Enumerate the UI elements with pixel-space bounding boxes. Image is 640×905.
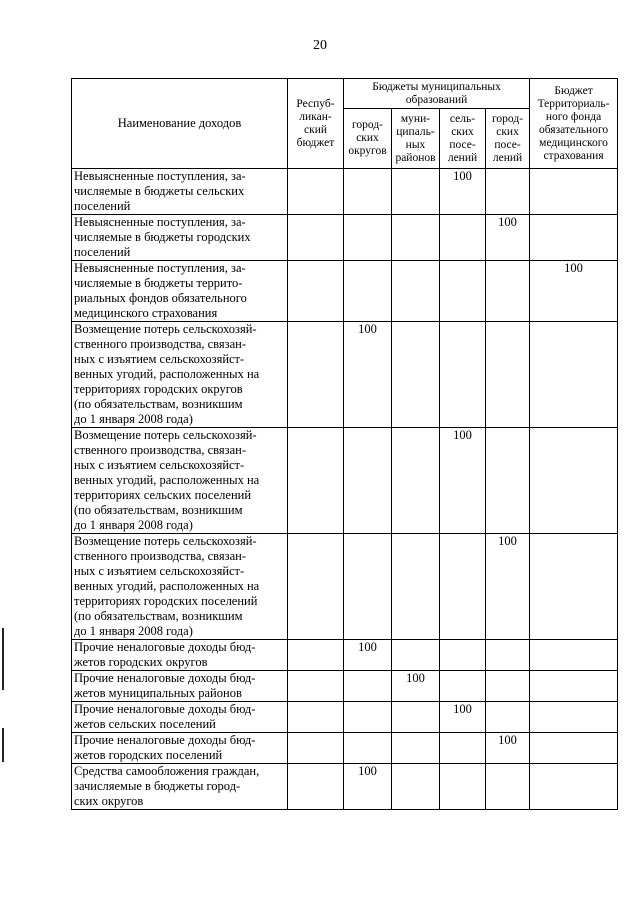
income-name-line: Невыясненные поступления, за- (74, 215, 246, 229)
percent-value: 100 (498, 215, 517, 229)
city-districts-cell (344, 534, 392, 640)
municipal-districts-cell (392, 261, 440, 322)
territorial-fund-cell (530, 733, 618, 764)
income-name-line: жетов городских округов (74, 655, 208, 669)
income-name-line: поселений (74, 199, 131, 213)
header-line: лений (447, 151, 478, 164)
header-line: ских (496, 125, 519, 138)
header-republic-budget (288, 79, 344, 169)
urban-settlements-cell (486, 702, 530, 733)
city-districts-cell (344, 261, 392, 322)
city-districts-cell (344, 640, 392, 671)
urban-settlements-cell (486, 322, 530, 428)
income-name-line: Невыясненные поступления, за- (74, 261, 246, 275)
municipal-districts-cell (392, 534, 440, 640)
header-line: посе- (449, 138, 476, 151)
urban-settlements-cell (486, 640, 530, 671)
income-name-cell (72, 534, 288, 640)
income-name-line: числяемые в бюджеты сельских (74, 184, 245, 198)
header-line: медицинского (539, 136, 608, 149)
header-line: районов (395, 151, 436, 164)
income-name-line: (по обязательствам, возникшим (74, 397, 243, 411)
header-line: ских (356, 132, 379, 144)
income-name-line: Возмещение потерь сельскохозяй- (74, 322, 257, 336)
territorial-fund-cell (530, 215, 618, 261)
urban-settlements-cell (486, 261, 530, 322)
percent-value: 100 (498, 534, 517, 548)
percent-value: 100 (453, 169, 472, 183)
header-line: обязательного (538, 123, 609, 136)
header-line: страхования (543, 149, 604, 162)
republic-budget-cell (288, 534, 344, 640)
city-districts-cell (344, 702, 392, 733)
territorial-fund-cell (530, 169, 618, 215)
header-line: посе- (494, 138, 521, 151)
income-name-line: территориях городских поселений (74, 594, 258, 608)
header-line: ципаль- (396, 125, 435, 138)
income-name-cell (72, 764, 288, 810)
municipal-districts-cell (392, 640, 440, 671)
header-income-name: Наименование доходов (72, 79, 288, 169)
income-name-cell (72, 261, 288, 322)
income-name-line: Средства самообложения граждан, (74, 764, 260, 778)
republic-budget-cell (288, 261, 344, 322)
table-row (72, 702, 618, 733)
republic-budget-cell (288, 764, 344, 810)
republic-budget-cell (288, 215, 344, 261)
income-name-line: медицинского страхования (74, 306, 218, 320)
municipal-districts-cell (392, 215, 440, 261)
table-row (72, 671, 618, 702)
header-line: Респуб- (296, 97, 335, 110)
table-row (72, 169, 618, 215)
percent-value: 100 (453, 702, 472, 716)
urban-settlements-cell (486, 534, 530, 640)
territorial-fund-cell (530, 534, 618, 640)
municipal-districts-cell (392, 702, 440, 733)
municipal-districts-cell (392, 733, 440, 764)
territorial-fund-cell (530, 671, 618, 702)
income-name-line: ских округов (74, 794, 144, 808)
income-name-line: Возмещение потерь сельскохозяй- (74, 534, 257, 548)
income-name-cell (72, 322, 288, 428)
republic-budget-cell (288, 428, 344, 534)
percent-value: 100 (358, 640, 377, 654)
income-name-line: венных угодий, расположенных на (74, 473, 260, 487)
republic-budget-cell (288, 640, 344, 671)
percent-value: 100 (453, 428, 472, 442)
income-name-line: Возмещение потерь сельскохозяй- (74, 428, 257, 442)
income-name-line: числяемые в бюджеты городских (74, 230, 251, 244)
income-name-cell (72, 733, 288, 764)
city-districts-cell (344, 764, 392, 810)
city-districts-cell (344, 322, 392, 428)
percent-value: 100 (358, 322, 377, 336)
city-districts-cell (344, 733, 392, 764)
table-row (72, 764, 618, 810)
income-name-line: ных с изъятием сельскохозяйст- (74, 352, 245, 366)
percent-value: 100 (498, 733, 517, 747)
header-city-districts (344, 109, 392, 169)
income-name-line: поселений (74, 245, 131, 259)
territorial-fund-cell (530, 322, 618, 428)
income-name-line: ных с изъятием сельскохозяйст- (74, 564, 245, 578)
scan-edge-mark (2, 728, 4, 762)
table-row (72, 322, 618, 428)
header-line: ский (304, 123, 327, 136)
income-name-line: (по обязательствам, возникшим (74, 503, 243, 517)
territorial-fund-cell (530, 261, 618, 322)
city-districts-cell (344, 671, 392, 702)
header-rural-settlements (440, 109, 486, 169)
municipal-districts-cell (392, 322, 440, 428)
territorial-fund-cell (530, 702, 618, 733)
income-name-line: до 1 января 2008 года) (74, 518, 193, 532)
income-name-line: ных с изъятием сельскохозяйст- (74, 458, 245, 472)
income-name-line: (по обязательствам, возникшим (74, 609, 243, 623)
income-name-line: риальных фондов обязательного (74, 291, 247, 305)
income-name-line: жетов городских поселений (74, 748, 223, 762)
page-number: 20 (313, 38, 327, 53)
rural-settlements-cell (440, 764, 486, 810)
territorial-fund-cell (530, 428, 618, 534)
republic-budget-cell (288, 702, 344, 733)
rural-settlements-cell (440, 322, 486, 428)
scan-edge-mark (2, 628, 4, 690)
header-line: бюджет (296, 136, 335, 149)
territorial-fund-cell (530, 640, 618, 671)
municipal-districts-cell (392, 169, 440, 215)
income-name-line: Невыясненные поступления, за- (74, 169, 246, 183)
header-municipal-districts (392, 109, 440, 169)
header-line: Территориаль- (537, 97, 610, 110)
income-name-line: жетов сельских поселений (74, 717, 216, 731)
urban-settlements-cell (486, 764, 530, 810)
city-districts-cell (344, 169, 392, 215)
header-line: город- (492, 112, 524, 125)
header-line: ликан- (299, 110, 332, 123)
income-name-line: ственного производства, связан- (74, 443, 247, 457)
header-territorial-fund (530, 79, 618, 169)
header-line: город- (351, 119, 384, 131)
table-row (72, 640, 618, 671)
rural-settlements-cell (440, 169, 486, 215)
revenue-table (71, 78, 618, 810)
header-urban-settlements (486, 109, 530, 169)
table-row (72, 534, 618, 640)
percent-value: 100 (406, 671, 425, 685)
table-row (72, 428, 618, 534)
table-body (72, 169, 618, 810)
income-name-line: территориях сельских поселений (74, 488, 252, 502)
income-name-cell (72, 702, 288, 733)
header-line: сель- (449, 112, 476, 125)
table-row (72, 261, 618, 322)
income-name-line: венных угодий, расположенных на (74, 367, 260, 381)
income-name-line: ственного производства, связан- (74, 337, 247, 351)
header-line: округов (348, 145, 387, 157)
income-name-line: числяемые в бюджеты террито- (74, 276, 243, 290)
city-districts-cell (344, 428, 392, 534)
income-name-line: Прочие неналоговые доходы бюд- (74, 640, 256, 654)
income-name-line: Прочие неналоговые доходы бюд- (74, 702, 256, 716)
republic-budget-cell (288, 671, 344, 702)
income-name-line: до 1 января 2008 года) (74, 412, 193, 426)
table-row (72, 733, 618, 764)
percent-value: 100 (564, 261, 583, 275)
income-name-cell (72, 169, 288, 215)
header-line: муни- (400, 112, 431, 125)
municipal-districts-cell (392, 671, 440, 702)
municipal-districts-cell (392, 764, 440, 810)
urban-settlements-cell (486, 215, 530, 261)
income-name-line: зачисляемые в бюджеты город- (74, 779, 241, 793)
income-name-line: Прочие неналоговые доходы бюд- (74, 733, 256, 747)
rural-settlements-cell (440, 215, 486, 261)
rural-settlements-cell (440, 640, 486, 671)
header-line: Бюджет (554, 84, 593, 97)
header-line: лений (492, 151, 523, 164)
rural-settlements-cell (440, 733, 486, 764)
income-name-line: территориях городских округов (74, 382, 243, 396)
income-name-cell (72, 671, 288, 702)
header-line: ных (405, 138, 426, 151)
income-name-cell (72, 640, 288, 671)
urban-settlements-cell (486, 169, 530, 215)
rural-settlements-cell (440, 702, 486, 733)
income-name-cell (72, 428, 288, 534)
rural-settlements-cell (440, 428, 486, 534)
territorial-fund-cell (530, 764, 618, 810)
rural-settlements-cell (440, 534, 486, 640)
header-municipal-budgets (344, 79, 530, 109)
table-row (72, 215, 618, 261)
percent-value: 100 (358, 764, 377, 778)
rural-settlements-cell (440, 261, 486, 322)
income-name-cell (72, 215, 288, 261)
republic-budget-cell (288, 169, 344, 215)
income-name-line: до 1 января 2008 года) (74, 624, 193, 638)
income-name-line: жетов муниципальных районов (74, 686, 242, 700)
header-line: Бюджеты муниципальных (372, 80, 501, 93)
header-line: образований (405, 93, 468, 106)
municipal-districts-cell (392, 428, 440, 534)
urban-settlements-cell (486, 428, 530, 534)
income-name-line: ственного производства, связан- (74, 549, 247, 563)
urban-settlements-cell (486, 671, 530, 702)
republic-budget-cell (288, 733, 344, 764)
income-name-line: венных угодий, расположенных на (74, 579, 260, 593)
rural-settlements-cell (440, 671, 486, 702)
header-line: ских (451, 125, 474, 138)
urban-settlements-cell (486, 733, 530, 764)
republic-budget-cell (288, 322, 344, 428)
city-districts-cell (344, 215, 392, 261)
income-name-line: Прочие неналоговые доходы бюд- (74, 671, 256, 685)
header-line: ного фонда (545, 110, 602, 123)
